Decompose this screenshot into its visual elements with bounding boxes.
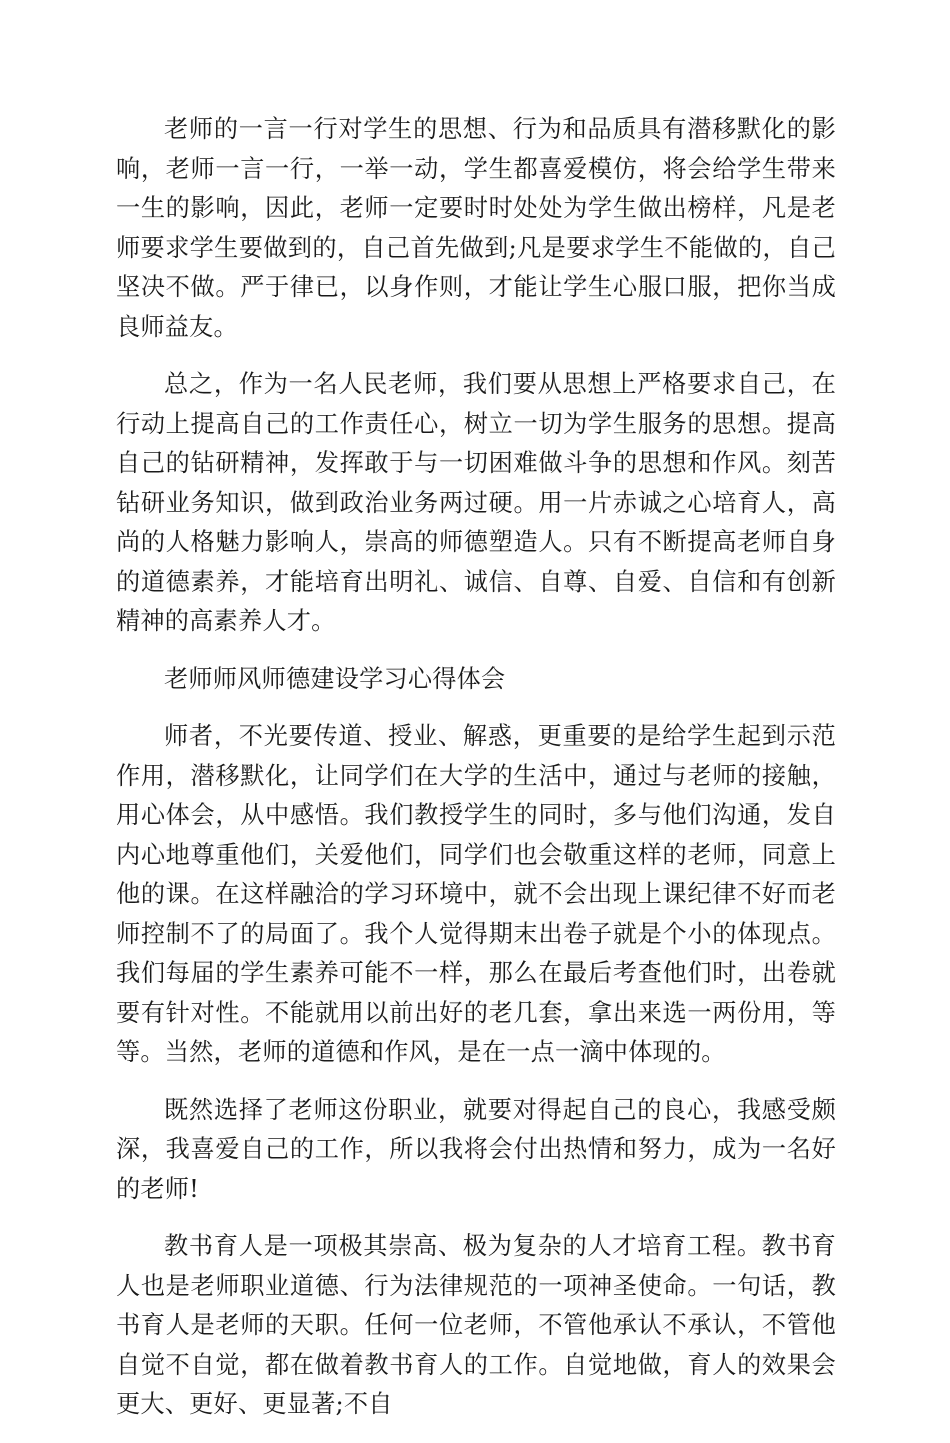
paragraph-education-mission: 教书育人是一项极其崇高、极为复杂的人才培育工程。教书育人也是老师职业道德、行为法律规范的一项神圣使命。一句话，教书育人是老师的天职。任何一位老师，不管他承认不承认，不管他自觉不自觉，都在做着教书育人的工作。自觉地做，育人的效果会更大、更好、更显著;不自 bbox=[116, 1232, 836, 1418]
document-body bbox=[116, 110, 836, 1443]
paragraph-teacher-role: 师者，不光要传道、授业、解惑，更重要的是给学生起到示范作用，潜移默化，让同学们在大学的生活中，通过与老师的接触，用心体会，从中感悟。我们教授学生的同时，多与他们沟通，发自内心地尊重他们，关爱他们，同学们也会敬重这样的老师，同意上他的课。在这样融洽的学习环境中，就不会出现上课纪律不好而老师控制不了的局面了。我个人觉得期末出卷子就是个小的体现点。我们每届的学生素养可能不一样，那么在最后考查他们时，出卷就要有针对性。不能就用以前出好的老几套，拿出来选一两份用，等等。当然，老师的道德和作风，是在一点一滴中体现的。 bbox=[116, 722, 836, 1066]
section-heading: 老师师风师德建设学习心得体会 bbox=[164, 664, 506, 693]
paragraph-career-choice: 既然选择了老师这份职业，就要对得起自己的良心，我感受颇深，我喜爱自己的工作，所以我将会付出热情和努力，成为一名好的老师! bbox=[116, 1095, 836, 1203]
paragraph-summary: 总之，作为一名人民老师，我们要从思想上严格要求自己，在行动上提高自己的工作责任心，树立一切为学生服务的思想。提高自己的钻研精神，发挥敢于与一切困难做斗争的思想和作风。刻苦钻研业务知识，做到政治业务两过硬。用一片赤诚之心培育人，高尚的人格魅力影响人，崇高的师德塑造人。只有不断提高老师自身的道德素养，才能培育出明礼、诚信、自尊、自爱、自信和有创新精神的高素养人才。 bbox=[116, 370, 836, 635]
paragraph-teacher-example: 老师的一言一行对学生的思想、行为和品质具有潜移默化的影响，老师一言一行，一举一动，学生都喜爱模仿，将会给学生带来一生的影响，因此，老师一定要时时处处为学生做出榜样，凡是老师要求学生要做到的，自己首先做到;凡是要求学生不能做的，自己坚决不做。严于律已，以身作则，才能让学生心服口服，把你当成良师益友。 bbox=[116, 115, 836, 341]
